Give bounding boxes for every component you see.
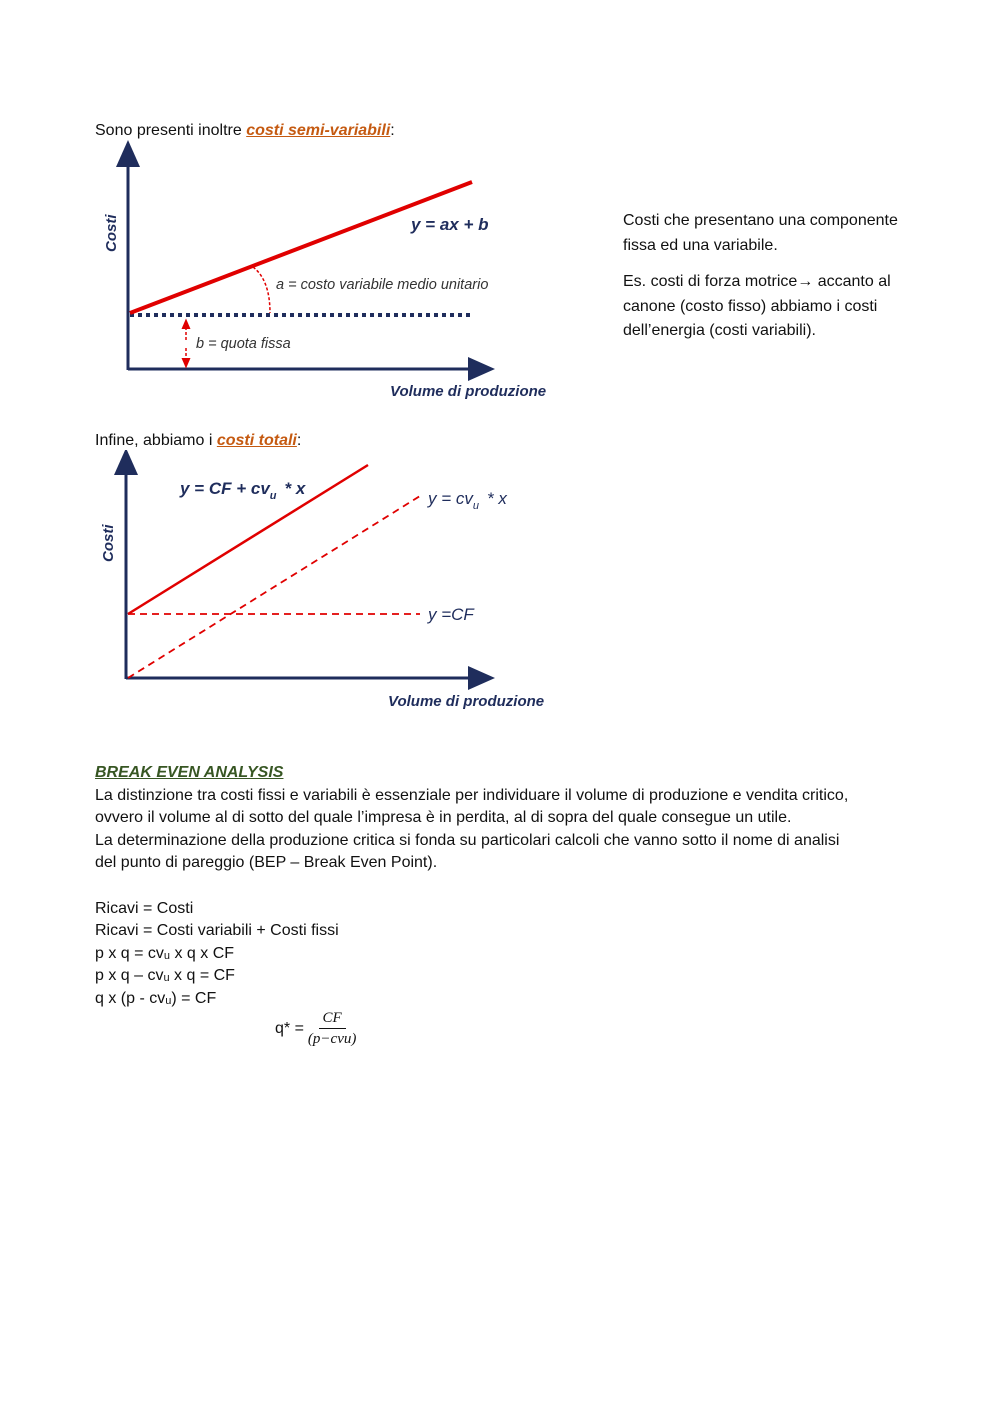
semi-desc-1: Costi che presentano una componente fissa ed una variabile. xyxy=(623,212,898,254)
bea-p1-line1: La distinzione tra costi fissi e variabili è essenziale per individuare il volume di produzione e vendita critico, xyxy=(95,787,849,804)
totali-intro-prefix: Infine, abbiamo i xyxy=(95,432,217,449)
semi-intro-prefix: Sono presenti inoltre xyxy=(95,122,247,139)
bea-p1-line2: ovvero il volume al di sotto del quale l’impresa è in perdita, al di sopra del quale consegue un utile. xyxy=(95,809,792,826)
semi-intercept-note: b = quota fissa xyxy=(196,336,291,352)
totali-eq-total: y = CF + $cv_u$ * x xyxy=(180,479,306,502)
semi-intro-term: costi semi-variabili xyxy=(246,122,391,139)
semi-intro-suffix: : xyxy=(390,122,395,139)
semi-intro xyxy=(95,120,395,142)
bep-denominator: (p−cvu) xyxy=(307,1031,357,1047)
bea-p2-line2: del punto di pareggio (BEP – Break Even Point). xyxy=(95,854,438,871)
totali-eq-variable: $y = cv_u * x$ xyxy=(428,489,507,512)
semi-xlabel: Volume di produzione xyxy=(390,383,547,400)
totali-ylabel: Costi xyxy=(100,524,117,562)
semi-slope-arc xyxy=(253,267,270,313)
totali-eq-fixed: y =CF xyxy=(428,605,474,624)
bea-formula-1: Ricavi = Costi xyxy=(95,900,194,917)
semi-ylabel: Costi xyxy=(103,214,120,252)
bep-fraction xyxy=(275,1010,356,1048)
bea-formula-5: q x (p - cvᵤ) = CF xyxy=(95,990,217,1007)
bep-numerator: CF xyxy=(319,1010,346,1029)
bea-p2-line1: La determinazione della produzione critica si fonda su particolari calcoli che vanno sotto il nome di analisi xyxy=(95,832,840,849)
bea-formula-4: p x q – cvᵤ x q = CF xyxy=(95,967,235,984)
totali-intro-suffix: : xyxy=(296,432,302,449)
bea-heading: BREAK EVEN ANALYSIS xyxy=(95,764,284,781)
bep-fraction-stack xyxy=(308,1010,356,1048)
bep-lhs: q* = xyxy=(275,1020,304,1037)
total-cost-diagram xyxy=(95,450,565,720)
semi-equation: y = ax + b xyxy=(411,215,489,234)
semi-cost-line xyxy=(130,182,472,313)
semi-variable-cost-diagram xyxy=(95,140,565,410)
semi-desc-2: Es. costi di forza motrice→ accanto al canone (costo fisso) abbiamo i costi dell’energia (costi variabili). xyxy=(623,273,891,339)
totali-xlabel: Volume di produzione xyxy=(388,693,545,710)
bea-formula-3: p x q = cvᵤ x q x CF xyxy=(95,945,235,962)
semi-description xyxy=(623,209,913,356)
totali-intro xyxy=(95,430,301,452)
semi-slope-note: a = costo variabile medio unitario xyxy=(276,277,489,293)
totali-intro-term: costi totali xyxy=(216,432,297,449)
bea-formula-2: Ricavi = Costi variabili + Costi fissi xyxy=(95,922,339,939)
